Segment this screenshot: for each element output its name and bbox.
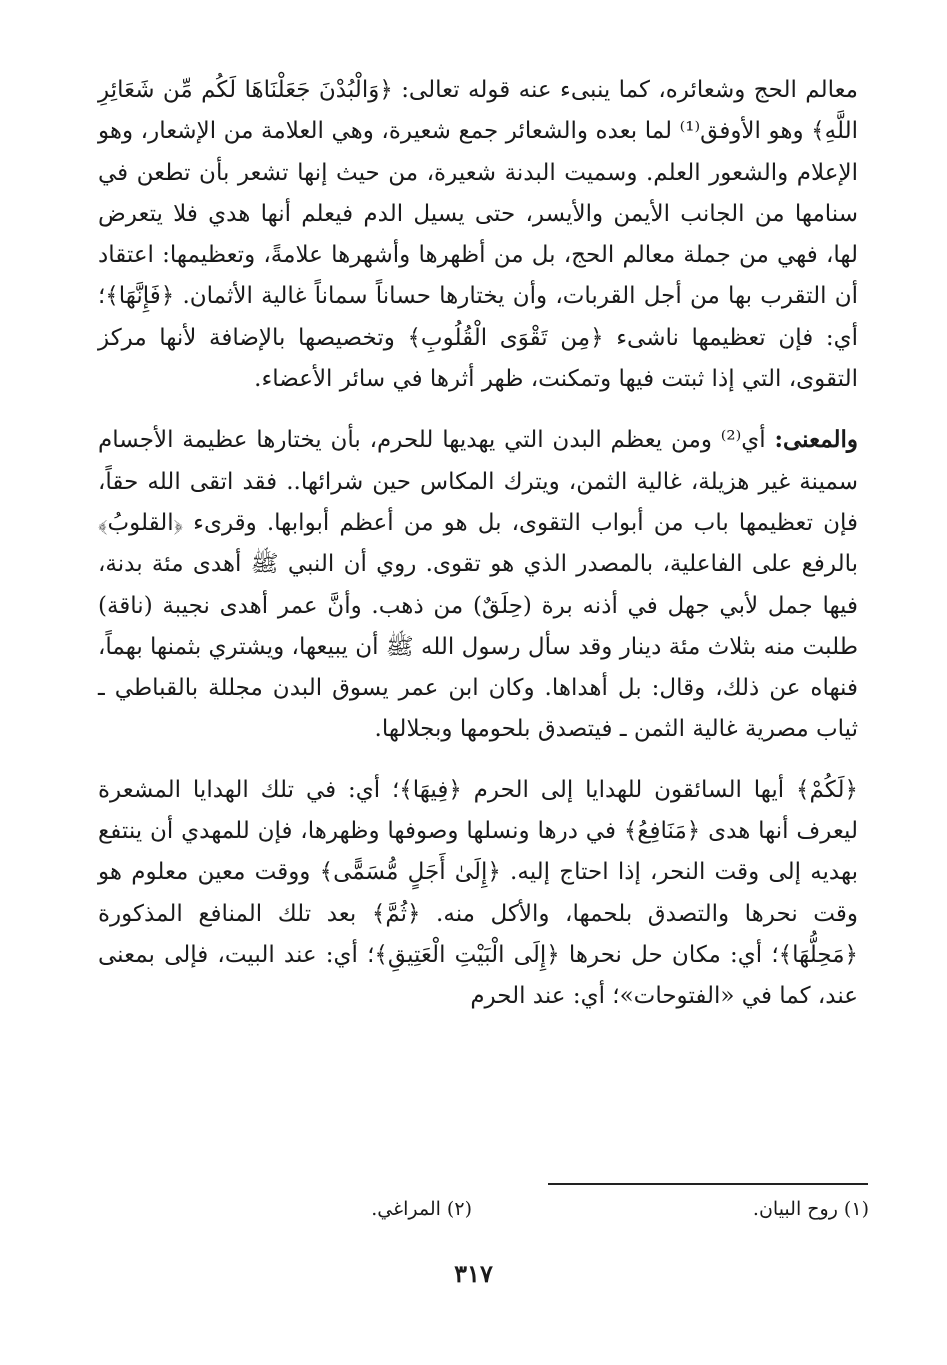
- paragraph-2: [98, 419, 858, 750]
- paragraph-2-lead: والمعنى:: [774, 426, 858, 454]
- paragraph-1-text: معالم الحج وشعائره، كما ينبىء عنه قوله تعالى: ﴿وَالْبُدْنَ جَعَلْنَاهَا لَكُم مِّن شَعَائِرِ اللَّهِ﴾ وهو الأوفق⁽¹⁾ لما بعده والشعائر جمع شعيرة، وهي العلامة من الإشعار، وهو الإعلام والشعور العلم. وسميت البدنة شعيرة، من حيث إنها تشعر بأن تطعن في سنامها من الجانب الأيمن والأيسر، حتى يسيل الدم فيعلم أنها هدي فلا يتعرض لها، فهي من جملة معالم الحج، بل من أظهرها وأشهرها علامةً، وتعظيمها: اعتقاد أن التقرب بها من أجل القربات، وأن يختارها حساناً سماناً غالية الأثمان. ﴿فَإِنَّهَا﴾؛ أي: فإن تعظيمها ناشىء ﴿مِن تَقْوَى الْقُلُوبِ﴾ وتخصيصها بالإضافة لأنها مركز التقوى، التي إذا ثبتت فيها وتمكنت، ظهر أثرها في سائر الأعضاء.: [98, 77, 858, 393]
- page-number: ٣١٧: [454, 1259, 493, 1288]
- footnote-divider: [548, 1183, 868, 1185]
- paragraph-3: [98, 770, 858, 1018]
- page-body: [98, 70, 858, 1018]
- footnote-1: (١) روح البيان.: [752, 1198, 869, 1220]
- paragraph-2-text: أي⁽²⁾ ومن يعظم البدن التي يهديها للحرم، بأن يختارها عظيمة الأجسام سمينة غير هزيلة، غالية الثمن، ويترك المكاس حين شرائها.. فقد اتقى الله حقاً، فإن تعظيمها باب من أبواب التقوى، بل هو من أعظم أبوابها. وقرىء ﴿القلوبُ﴾ بالرفع على الفاعلية، بالمصدر الذي هو تقوى. روي أن النبي ﷺ أهدى مئة بدنة، فيها جمل لأبي جهل في أذنه برة (حِلَقٌ) من ذهب. وأنَّ عمر أهدى نجيبة (ناقة) طلبت منه بثلاث مئة دينار وقد سأل رسول الله ﷺ أن يبيعها، ويشتري بثمنها بهماً، فنهاه عن ذلك، وقال: بل أهداها. وكان ابن عمر يسوق البدن مجللة بالقباطي ـ ثياب مصرية غالية الثمن ـ فيتصدق بلحومها وبجلالها.: [98, 427, 858, 743]
- footnote-2: (٢) المراغي.: [371, 1198, 472, 1220]
- paragraph-3-text: ﴿لَكُمْ﴾ أيها السائقون للهدايا إلى الحرم ﴿فِيهَا﴾؛ أي: في تلك الهدايا المشعرة ليعرف أنها هدى ﴿مَنَافِعُ﴾ في درها ونسلها وصوفها وظهرها، فإن للمهدي أن ينتفع بهديه إلى وقت النحر، إذا احتاج إليه. ﴿إِلَىٰ أَجَلٍ مُّسَمًّى﴾ ووقت معين معلوم هو وقت نحرها والتصدق بلحمها، والأكل منه. ﴿ثُمَّ﴾ بعد تلك المنافع المذكورة ﴿مَحِلُّهَا﴾؛ أي: مكان حل نحرها ﴿إِلَى الْبَيْتِ الْعَتِيقِ﴾؛ أي: عند البيت، فإلى بمعنى عند، كما في «الفتوحات»؛ أي: عند الحرم: [98, 776, 858, 1010]
- paragraph-1: [98, 70, 858, 400]
